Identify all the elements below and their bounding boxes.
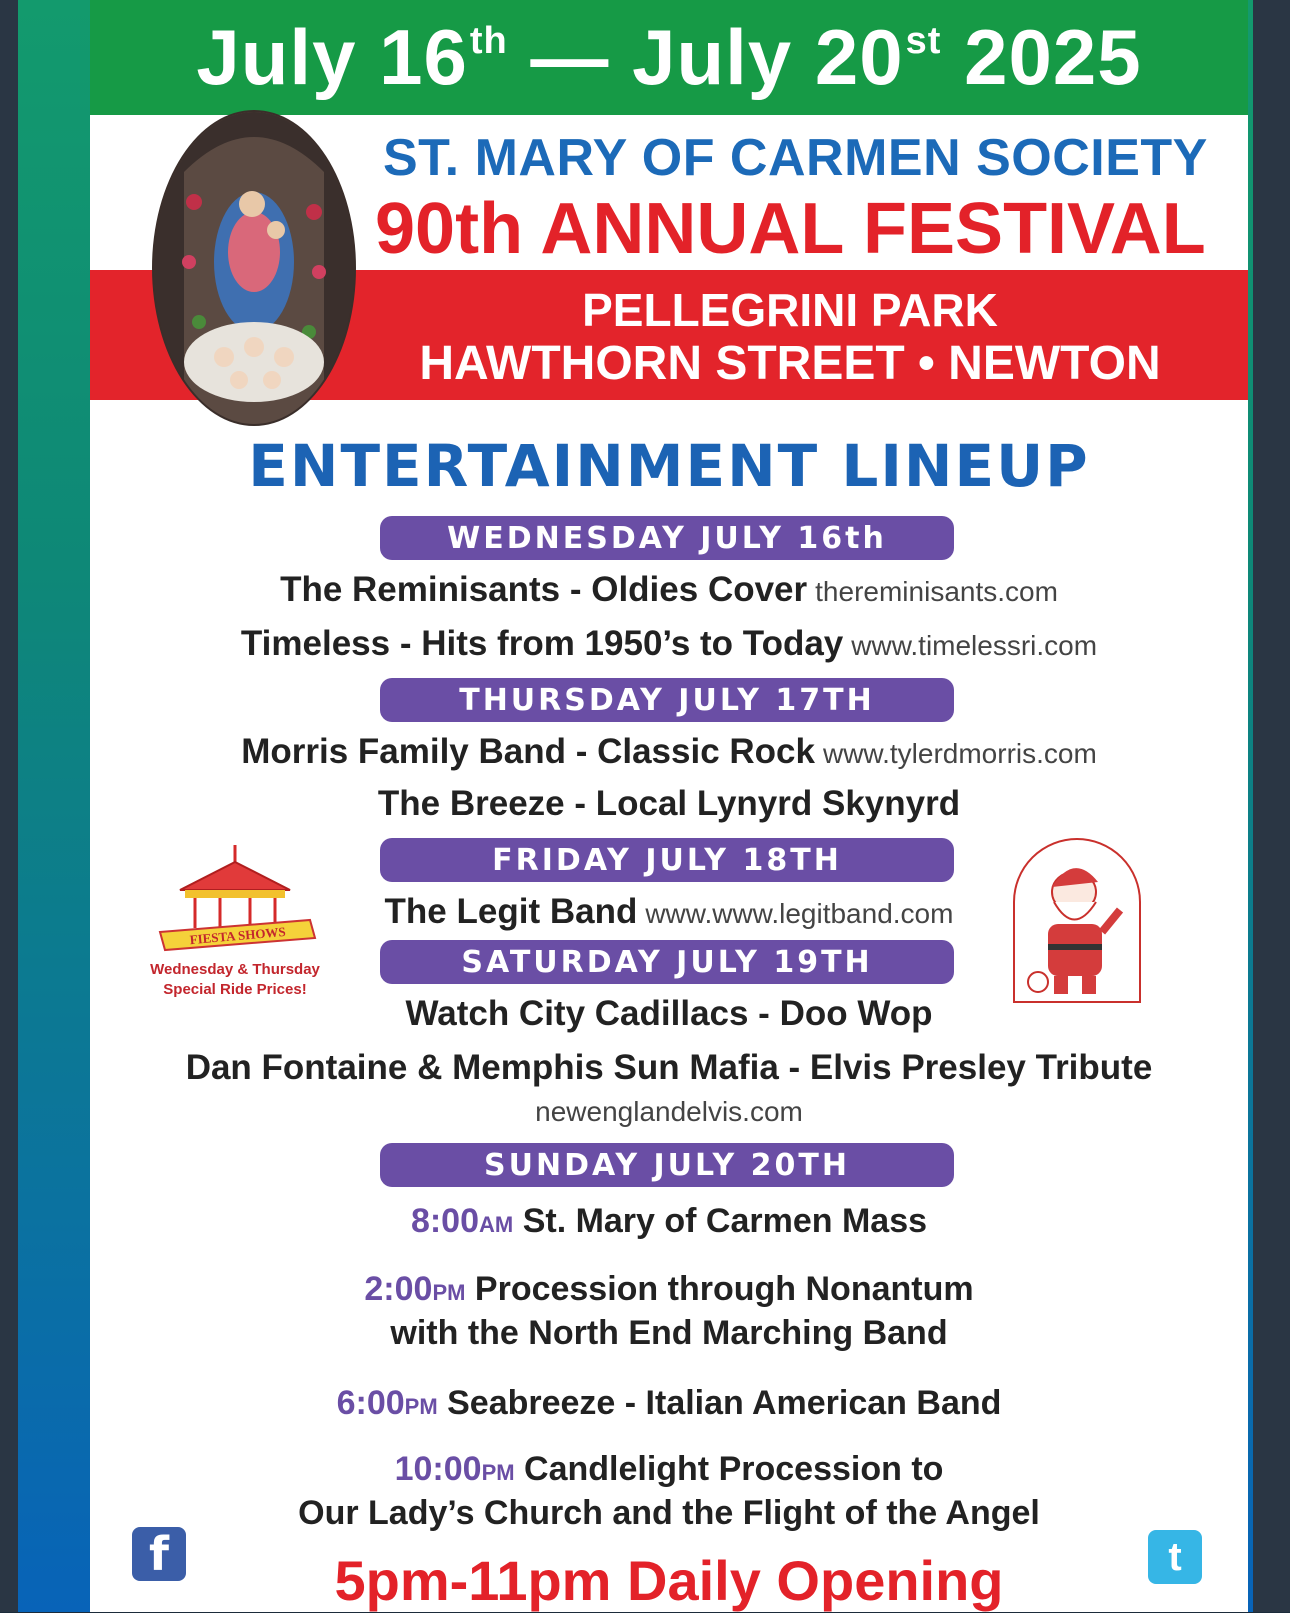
act-row [90, 784, 1248, 824]
lineup-heading: ENTERTAINMENT LINEUP [248, 432, 1090, 500]
schedule-item [90, 1384, 1248, 1423]
event-time: 6:00 [336, 1384, 405, 1422]
schedule-item [90, 1270, 1248, 1309]
society-name: ST. MARY OF CARMEN SOCIETY [383, 129, 1208, 187]
twitter-glyph: t [1168, 1534, 1182, 1579]
location-street: HAWTHORN STREET • NEWTON [419, 337, 1161, 390]
christmas-party-association-logo [1002, 832, 1152, 1010]
date-start: July 16 [196, 13, 468, 101]
date-year: 2025 [941, 13, 1142, 101]
daily-opening-hours: 5pm-11pm Daily Opening [334, 1549, 1004, 1612]
day-header-saturday: SATURDAY JULY 19TH [380, 940, 954, 984]
festival-title: 90th ANNUAL FESTIVAL [375, 189, 1206, 269]
fiesta-banner-text: FIESTA SHOWS [189, 923, 287, 948]
act-row [90, 570, 1248, 610]
date-end-suffix: st [905, 20, 942, 62]
act-link[interactable]: www.www.legitband.com [645, 898, 954, 929]
act-name: The Breeze - Local Lynyrd Skynyrd [377, 784, 961, 823]
event-title: St. Mary of Carmen Mass [522, 1202, 928, 1240]
day-header-friday: FRIDAY JULY 18TH [380, 838, 954, 882]
date-banner [90, 0, 1248, 115]
act-name: Dan Fontaine & Memphis Sun Mafia - Elvis Presley Tribute [185, 1048, 1153, 1087]
date-start-suffix: th [469, 20, 508, 62]
act-link[interactable]: www.tylerdmorris.com [822, 738, 1097, 769]
location-park: PELLEGRINI PARK [582, 284, 998, 336]
day-header-thursday: THURSDAY JULY 17TH [380, 678, 954, 722]
event-ampm: PM [432, 1280, 466, 1305]
fiesta-caption-line2: Special Ride Prices! [163, 981, 307, 998]
festival-flyer [90, 0, 1248, 1612]
left-edge [0, 0, 18, 1612]
event-ampm: AM [479, 1212, 514, 1237]
act-row [90, 624, 1248, 664]
event-title-continued: Our Lady’s Church and the Flight of the Angel [298, 1494, 1040, 1532]
event-title-continued: with the North End Marching Band [390, 1314, 948, 1352]
act-name: The Reminisants - Oldies Cover [280, 570, 808, 609]
event-title: Seabreeze - Italian American Band [447, 1384, 1002, 1422]
act-row [90, 1048, 1248, 1088]
act-name: Timeless - Hits from 1950’s to Today [240, 624, 844, 663]
event-title: Candlelight Procession to [524, 1450, 944, 1488]
right-edge [1253, 0, 1290, 1612]
act-link[interactable]: newenglandelvis.com [535, 1096, 803, 1127]
act-link[interactable]: thereminisants.com [815, 576, 1058, 607]
fiesta-caption [150, 960, 320, 1000]
act-name: Watch City Cadillacs - Doo Wop [405, 994, 933, 1033]
fiesta-shows-logo [150, 840, 320, 1000]
twitter-icon[interactable] [1148, 1530, 1202, 1584]
event-title: Procession through Nonantum [474, 1270, 974, 1308]
event-time: 10:00 [394, 1450, 482, 1488]
carousel-icon [150, 840, 320, 960]
event-time: 8:00 [410, 1202, 480, 1240]
day-header-sunday: SUNDAY JULY 20TH [380, 1143, 954, 1187]
act-row [90, 732, 1248, 772]
festival-dates [196, 12, 1141, 103]
facebook-icon[interactable] [132, 1527, 186, 1581]
act-name: Morris Family Band - Classic Rock [241, 732, 815, 771]
fiesta-caption-line1: Wednesday & Thursday [150, 961, 320, 978]
act-link[interactable]: www.timelessri.com [851, 630, 1098, 661]
schedule-item [90, 1202, 1248, 1241]
schedule-item [90, 1450, 1248, 1489]
act-name: The Legit Band [384, 892, 638, 931]
event-ampm: PM [481, 1460, 515, 1485]
madonna-statue-image [152, 110, 356, 426]
date-end: — July 20 [507, 13, 904, 101]
facebook-glyph: f [148, 1527, 169, 1581]
event-ampm: PM [404, 1394, 438, 1419]
event-time: 2:00 [364, 1270, 433, 1308]
day-header-wednesday: WEDNESDAY JULY 16th [380, 516, 954, 560]
santa-icon [1002, 832, 1152, 1010]
